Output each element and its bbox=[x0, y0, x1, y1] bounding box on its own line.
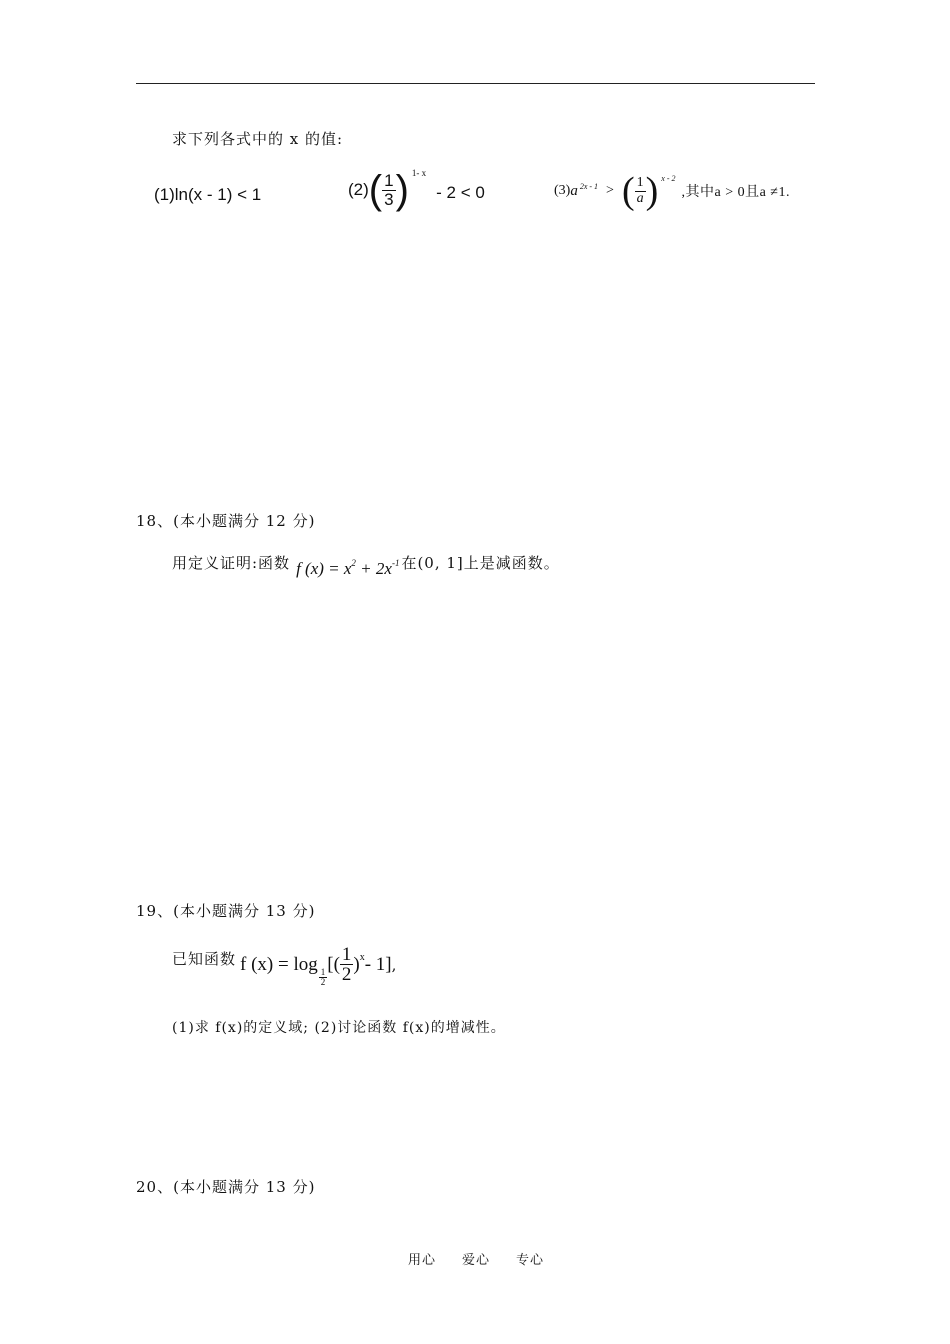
q18-formula bbox=[296, 559, 399, 579]
q20-heading: 20、(本小题满分 13 分) bbox=[136, 1178, 316, 1196]
q19-comma: , bbox=[391, 955, 398, 974]
formula-2-fraction bbox=[382, 172, 395, 209]
q19-text-before: 已知函数 bbox=[172, 950, 237, 968]
q18-formula-f: f (x) = x bbox=[296, 559, 352, 578]
formula-3-base-exponent: 2x - 1 bbox=[579, 182, 599, 191]
formula-2-prefix: (2) bbox=[348, 180, 369, 199]
q18-text-before: 用定义证明:函数 bbox=[172, 553, 291, 572]
formula-3-fraction bbox=[635, 176, 646, 206]
formula-2-tail: - 2 < 0 bbox=[436, 183, 485, 202]
q19-log-base-den: 2 bbox=[320, 977, 326, 988]
formula-3-gt: > bbox=[606, 183, 614, 198]
formula-3 bbox=[554, 172, 790, 210]
formula-3-base: a bbox=[570, 182, 578, 199]
q19-fraction-den: 2 bbox=[341, 964, 352, 986]
formula-2-left-paren: ( bbox=[368, 168, 383, 212]
q19-sub-questions: (1)求 f(x)的定义域; (2)讨论函数 f(x)的增减性。 bbox=[172, 1020, 506, 1036]
footer-word-1: 用心 bbox=[408, 1253, 437, 1268]
q19-formula bbox=[240, 942, 392, 988]
q19-fraction bbox=[340, 945, 354, 986]
intro-text: 求下列各式中的 x 的值: bbox=[172, 130, 344, 148]
formula-3-denominator: a bbox=[636, 190, 644, 206]
formula-2-exponent: 1- x bbox=[411, 168, 427, 178]
header-rule bbox=[136, 83, 815, 84]
q19-formula-lhs: f (x) = log bbox=[240, 953, 318, 975]
formula-2 bbox=[348, 170, 485, 210]
formula-3-numerator: 1 bbox=[636, 174, 644, 190]
q19-formula-exp: x bbox=[359, 952, 365, 963]
q18-heading: 18、(本小题满分 12 分) bbox=[136, 512, 316, 530]
formula-3-prefix: (3) bbox=[554, 183, 571, 198]
formula-3-left-paren: ( bbox=[621, 170, 635, 212]
q19-formula-open: [( bbox=[327, 953, 340, 975]
footer-word-3: 专心 bbox=[516, 1253, 545, 1268]
formula-1: (1)ln(x - 1) < 1 bbox=[154, 185, 262, 204]
q19-heading: 19、(本小题满分 13 分) bbox=[136, 902, 316, 920]
formula-3-exponent: x - 2 bbox=[661, 174, 676, 183]
q19-log-base-num: 1 bbox=[320, 967, 326, 977]
q18-text-after: 在(0, 1]上是减函数。 bbox=[401, 553, 560, 572]
q19-statement bbox=[172, 942, 397, 988]
q18-statement bbox=[172, 545, 560, 579]
formula-2-numerator: 1 bbox=[384, 170, 394, 190]
q18-formula-exp1: 2 bbox=[351, 558, 356, 568]
q19-formula-close: ) bbox=[353, 953, 360, 975]
q19-fraction-num: 1 bbox=[341, 943, 352, 965]
q19-log-base bbox=[319, 968, 328, 988]
page-footer bbox=[408, 1249, 544, 1268]
q18-formula-mid: + 2x bbox=[355, 559, 392, 578]
footer-word-2: 爱心 bbox=[462, 1253, 491, 1268]
q18-formula-exp2: -1 bbox=[391, 558, 400, 568]
formula-3-right-paren: ) bbox=[645, 170, 659, 212]
formula-2-right-paren: ) bbox=[395, 168, 409, 212]
q19-formula-tail: - 1] bbox=[364, 953, 392, 975]
formula-3-tail: ,其中a > 0且a ≠1. bbox=[681, 185, 790, 200]
formula-2-denominator: 3 bbox=[384, 189, 394, 209]
